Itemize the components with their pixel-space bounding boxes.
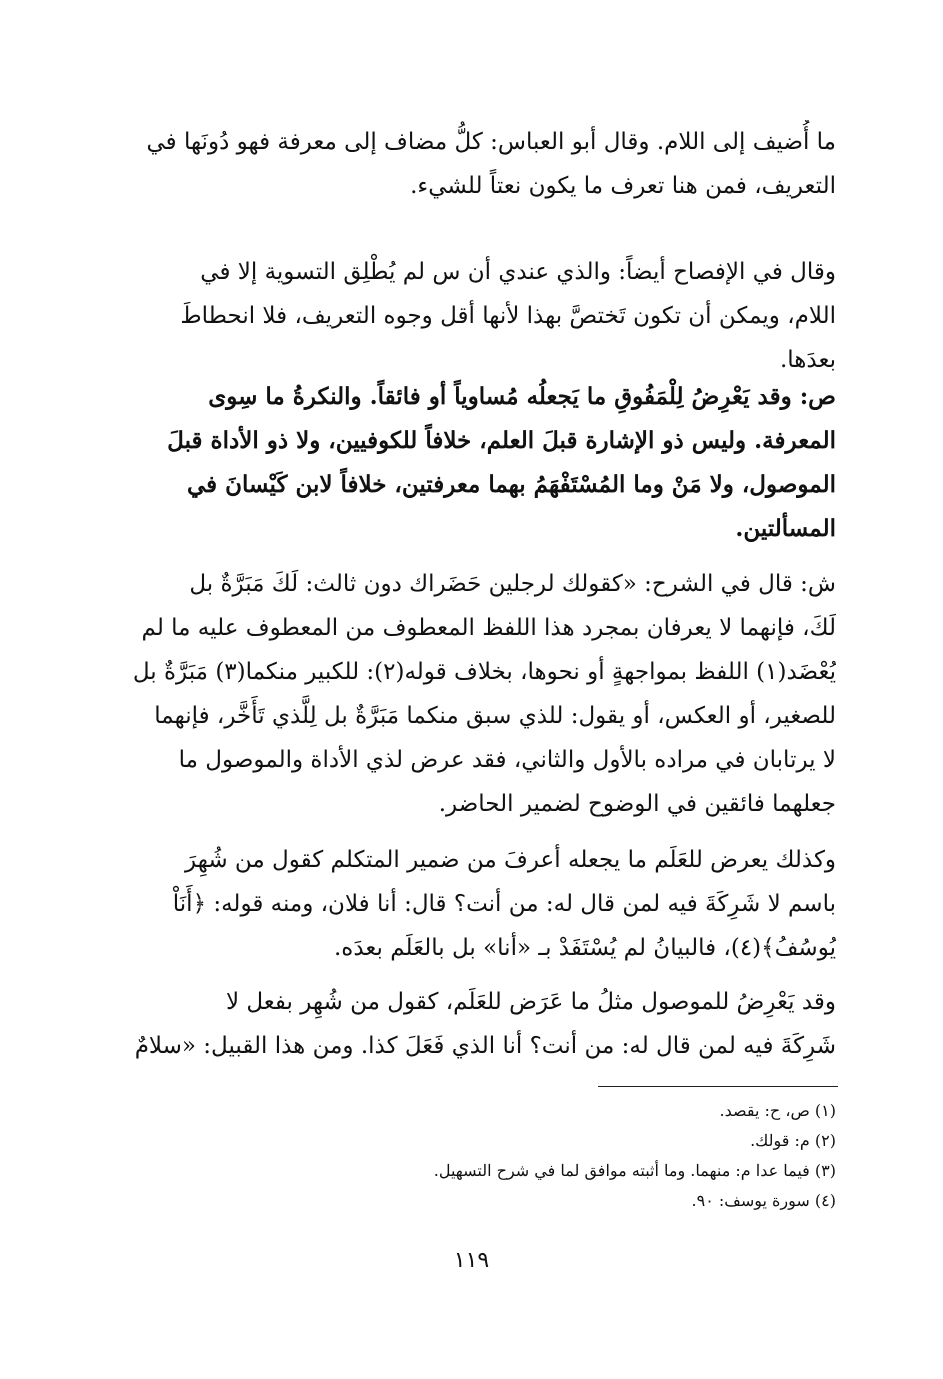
footnote-divider <box>598 1086 838 1087</box>
text-line: باسم لا شَرِكَةَ فيه لمن قال له: من أنت؟ قال: أنا فلان، ومنه قوله: ﴿أَنَاْ <box>172 891 836 917</box>
text-line: يُعْضَد(١) اللفظ بمواجهةٍ أو نحوها، بخلاف قوله(٢): للكبير منكما(٣) مَبَرَّةٌ بل <box>132 659 836 685</box>
text-line: وقال في الإفصاح أيضاً: والذي عندي أن س لم يُطْلِق التسوية إلا في <box>200 259 836 285</box>
text-line: شَرِكَةَ فيه لمن قال له: من أنت؟ أنا الذي فَعَلَ كذا. ومن هذا القبيل: «سلامٌ <box>134 1033 836 1059</box>
text-line: التعريف، فمن هنا تعرف ما يكون نعتاً للشيء. <box>410 173 836 199</box>
text-line: للصغير، أو العكس، أو يقول: للذي سبق منكما مَبَرَّةٌ بل لِلَّذي تَأَخَّر، فإنهما <box>154 703 836 729</box>
text-line: يُوسُفُ﴾(٤)، فالبيانُ لم يُسْتَفَدْ بـ «أنا» بل بالعَلَم بعدَه. <box>333 935 836 961</box>
footnotes <box>132 1096 836 1216</box>
text-line: لَكَ، فإنهما لا يعرفان بمجرد هذا اللفظ المعطوف من المعطوف عليه ما لم <box>141 615 836 641</box>
text-line: ش: قال في الشرح: «كقولك لرجلين حَضَراك دون ثالث: لَكَ مَبَرَّةٌ بل <box>189 571 836 597</box>
paragraph-4-sharh <box>132 562 836 826</box>
footnote-2: (٢) م: قولك. <box>750 1131 836 1150</box>
text-line: ص: وقد يَعْرِضُ لِلْمَفُوقِ ما يَجعلُه مُساوياً أو فائقاً. والنكرةُ ما سِوى <box>208 383 836 410</box>
paragraph-5 <box>132 838 836 970</box>
footnote-1: (١) ص، ح: يقصد. <box>719 1101 836 1120</box>
paragraph-2 <box>132 250 836 382</box>
paragraph-3-matn <box>132 375 836 551</box>
text-line: وكذلك يعرض للعَلَم ما يجعله أعرفَ من ضمير المتكلم كقول من شُهِرَ <box>185 847 836 873</box>
footnote-3: (٣) فيما عدا م: منهما. وما أثبته موافق لما في شرح التسهيل. <box>433 1161 836 1180</box>
text-line: بعدَها. <box>779 347 836 373</box>
paragraph-6 <box>132 980 836 1068</box>
page-number: ١١٩ <box>453 1248 490 1273</box>
text-line: المعرفة. وليس ذو الإشارة قبلَ العلم، خلافاً للكوفيين، ولا ذو الأداة قبلَ <box>167 427 836 454</box>
footnote-4: (٤) سورة يوسف: ٩٠. <box>691 1191 836 1210</box>
text-line: المسألتين. <box>735 515 836 542</box>
text-line: لا يرتابان في مراده بالأول والثاني، فقد عرض لذي الأداة والموصول ما <box>178 747 836 773</box>
text-line: جعلهما فائقين في الوضوح لضمير الحاضر. <box>438 791 836 817</box>
text-line: وقد يَعْرِضُ للموصول مثلُ ما عَرَض للعَلَم، كقول من شُهِر بفعل لا <box>225 989 836 1015</box>
text-line: ما أُضيف إلى اللام. وقال أبو العباس: كلُّ مضاف إلى معرفة فهو دُونَها في <box>146 129 836 155</box>
text-line: الموصول، ولا مَنْ وما المُسْتَفْهَمُ بهما معرفتين، خلافاً لابن كَيْسانَ في <box>186 471 836 498</box>
text-line: اللام، ويمكن أن تكون تَختصَّ بهذا لأنها أقل وجوه التعريف، فلا انحطاطَ <box>180 303 836 329</box>
paragraph-1 <box>132 120 836 208</box>
